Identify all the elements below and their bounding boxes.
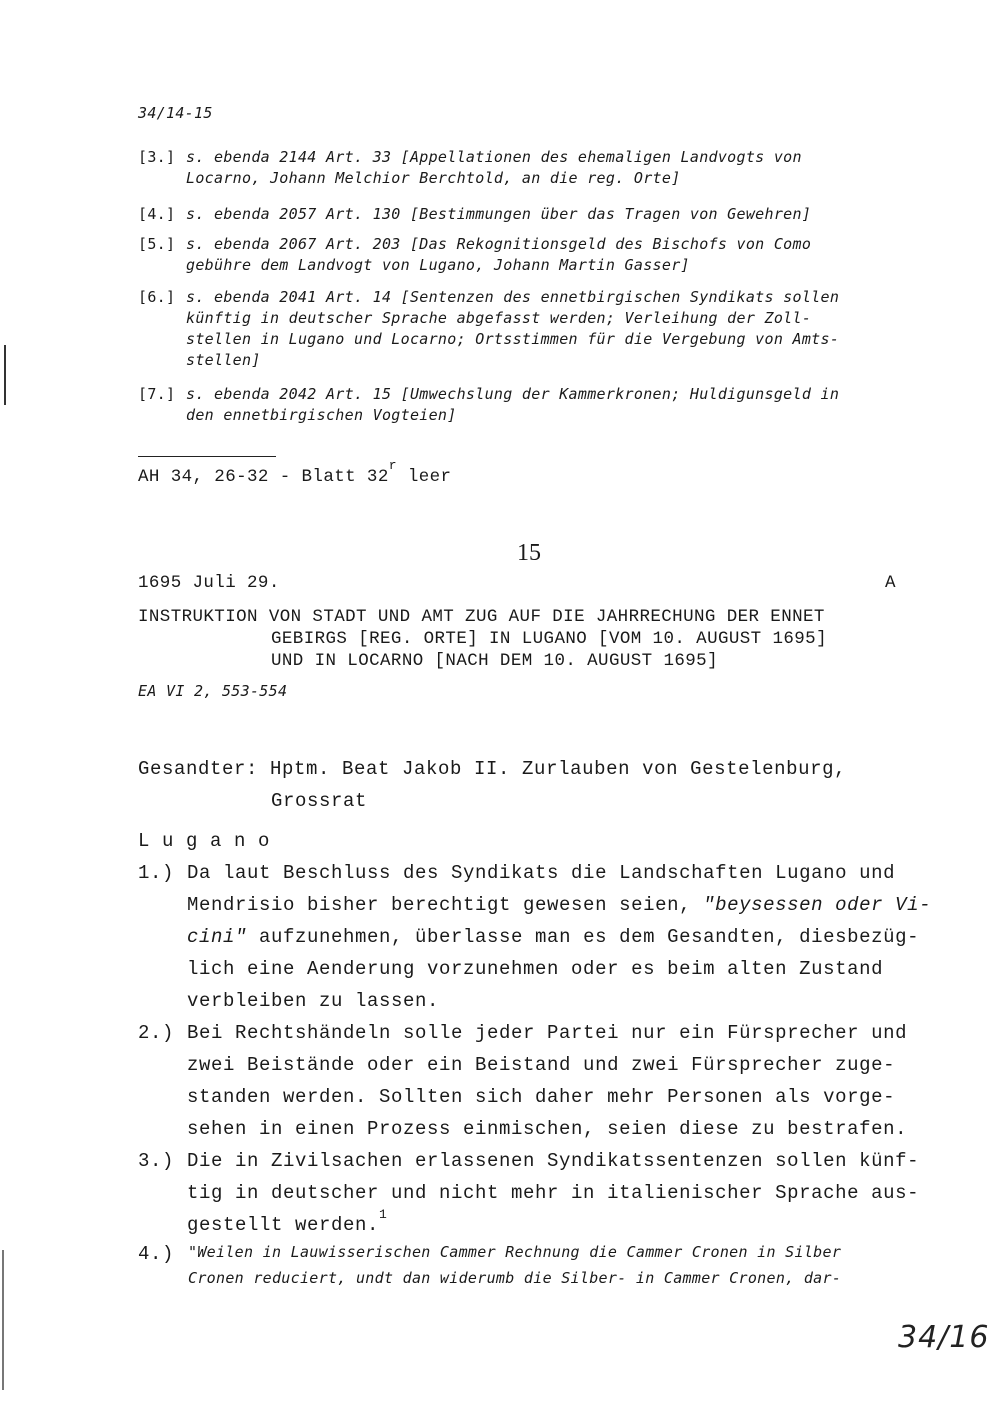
source-text: AH 34, 26-32 - Blatt 32 — [138, 467, 389, 487]
paragraph-line — [188, 1269, 841, 1287]
paragraph-line — [187, 1150, 919, 1172]
section-heading: L u g a n o — [138, 830, 271, 852]
paragraph-text: gestellt werden. — [187, 1214, 380, 1236]
source-line — [138, 458, 452, 487]
footnote-text: s. ebenda 2144 Art. 33 [Appellationen des ehemaligen Landvogts von — [186, 148, 802, 166]
paragraph-line — [187, 1086, 895, 1108]
paragraph-text: Die in Zivilsachen erlassenen Syndikatssentenzen sollen künf- — [187, 1150, 920, 1172]
paragraph-text: lich eine Aenderung vorzunehmen oder es beim alten Zustand — [187, 958, 884, 980]
handwritten-page-number: 34/16 — [898, 1320, 990, 1355]
footnote-line — [138, 309, 811, 327]
paragraph-line — [187, 958, 883, 980]
footnote-line — [138, 205, 811, 223]
paragraph-text: Bei Rechtshändeln solle jeder Partei nur ein Fürsprecher und — [187, 1022, 908, 1044]
footnote-line — [138, 406, 457, 424]
title-line: INSTRUKTION VON STADT UND AMT ZUG AUF DIE JAHRRECHUNG DER ENNET — [138, 607, 825, 627]
title-line: UND IN LOCARNO [NACH DEM 10. AUGUST 1695] — [271, 651, 718, 671]
edition-reference: EA VI 2, 553-554 — [138, 682, 288, 700]
paragraph-text: sehen in einen Prozess einmischen, seien diese zu bestrafen. — [187, 1118, 908, 1140]
paragraph-number: 3.) — [138, 1150, 175, 1172]
paragraph-line — [187, 1207, 388, 1236]
source-sup: r — [388, 458, 397, 473]
footnote-number: [7.] — [138, 385, 176, 403]
paragraph-text: cini" — [187, 926, 248, 948]
paragraph-number: 2.) — [138, 1022, 175, 1044]
footnote-text: den ennetbirgischen Vogteien] — [186, 406, 457, 424]
footnote-number: [6.] — [138, 288, 176, 306]
footnote-line — [138, 169, 681, 187]
paragraph-text: "Weilen in Lauwisserischen Cammer Rechnung die Cammer Cronen in Silber — [188, 1243, 842, 1261]
footnote-text: s. ebenda 2057 Art. 130 [Bestimmungen über das Tragen von Gewehren] — [186, 205, 812, 223]
document-date: 1695 Juli 29. — [138, 573, 280, 593]
paragraph-line — [187, 1118, 907, 1140]
paragraph-text: Cronen reduciert, undt dan widerumb die Silber- in Cammer Cronen, dar- — [188, 1269, 842, 1287]
paragraph-line — [187, 1054, 895, 1076]
document-number: 15 — [517, 540, 541, 566]
paragraph-text: zwei Beistände oder ein Beistand und zwei Fürsprecher zuge- — [187, 1054, 896, 1076]
source-tail: leer — [396, 467, 452, 487]
class-letter: A — [885, 573, 896, 593]
footnote-text: Locarno, Johann Melchior Berchtold, an die reg. Orte] — [186, 169, 681, 187]
top-reference: 34/14-15 — [138, 104, 213, 122]
footnote-line — [138, 288, 839, 306]
paragraph-line — [187, 990, 439, 1012]
title-line: GEBIRGS [REG. ORTE] IN LUGANO [VOM 10. AUGUST 1695] — [271, 629, 827, 649]
paragraph-text: verbleiben zu lassen. — [187, 990, 440, 1012]
footnote-text: s. ebenda 2042 Art. 15 [Umwechslung der Kammerkronen; Huldigunsgeld in — [186, 385, 840, 403]
envoy-line: Grossrat — [271, 790, 368, 812]
separator-line — [138, 456, 276, 457]
footnote-line — [138, 235, 811, 253]
paragraph-line — [187, 1182, 919, 1204]
footnote-text: s. ebenda 2041 Art. 14 [Sentenzen des ennetbirgischen Syndikats sollen — [186, 288, 840, 306]
paragraph-text: tig in deutscher und nicht mehr in italienischer Sprache aus- — [187, 1182, 920, 1204]
footnote-text: gebühre dem Landvogt von Lugano, Johann Martin Gasser] — [186, 256, 690, 274]
footnote-text: s. ebenda 2067 Art. 203 [Das Rekognitionsgeld des Bischofs von Como — [186, 235, 812, 253]
footnote-number: [3.] — [138, 148, 176, 166]
footnote-line — [138, 256, 690, 274]
paragraph-line — [187, 926, 919, 948]
footnote-text: stellen] — [186, 351, 261, 369]
footnote-line — [138, 148, 802, 166]
paragraph-line — [187, 862, 895, 884]
footnote-number: [4.] — [138, 205, 176, 223]
footnote-line — [138, 385, 839, 403]
footnote-line — [138, 330, 839, 348]
paragraph-line — [187, 1022, 907, 1044]
paragraph-text: Da laut Beschluss des Syndikats die Landschaften Lugano und — [187, 862, 896, 884]
paragraph-line — [187, 894, 931, 916]
paragraph-line — [188, 1243, 841, 1261]
footnote-text: stellen in Lugano und Locarno; Ortsstimmen für die Vergebung von Amts- — [186, 330, 840, 348]
footnote-marker: 1 — [379, 1207, 388, 1222]
footnote-number: [5.] — [138, 235, 176, 253]
envoy-line: Gesandter: Hptm. Beat Jakob II. Zurlauben von Gestelenburg, — [138, 758, 847, 780]
footnote-line — [138, 351, 261, 369]
footnote-text: künftig in deutscher Sprache abgefasst werden; Verleihung der Zoll- — [186, 309, 812, 327]
paragraph-text: "beysessen oder Vi- — [703, 894, 932, 916]
scan-edge-mark — [4, 345, 6, 405]
paragraph-text: Mendrisio bisher berechtigt gewesen seien, — [187, 894, 704, 916]
scan-edge-mark — [2, 1250, 4, 1390]
paragraph-text: aufzunehmen, überlasse man es dem Gesandten, diesbezüg- — [247, 926, 920, 948]
paragraph-text: standen werden. Sollten sich daher mehr Personen als vorge- — [187, 1086, 896, 1108]
paragraph-number: 1.) — [138, 862, 175, 884]
paragraph-number: 4.) — [138, 1243, 175, 1265]
